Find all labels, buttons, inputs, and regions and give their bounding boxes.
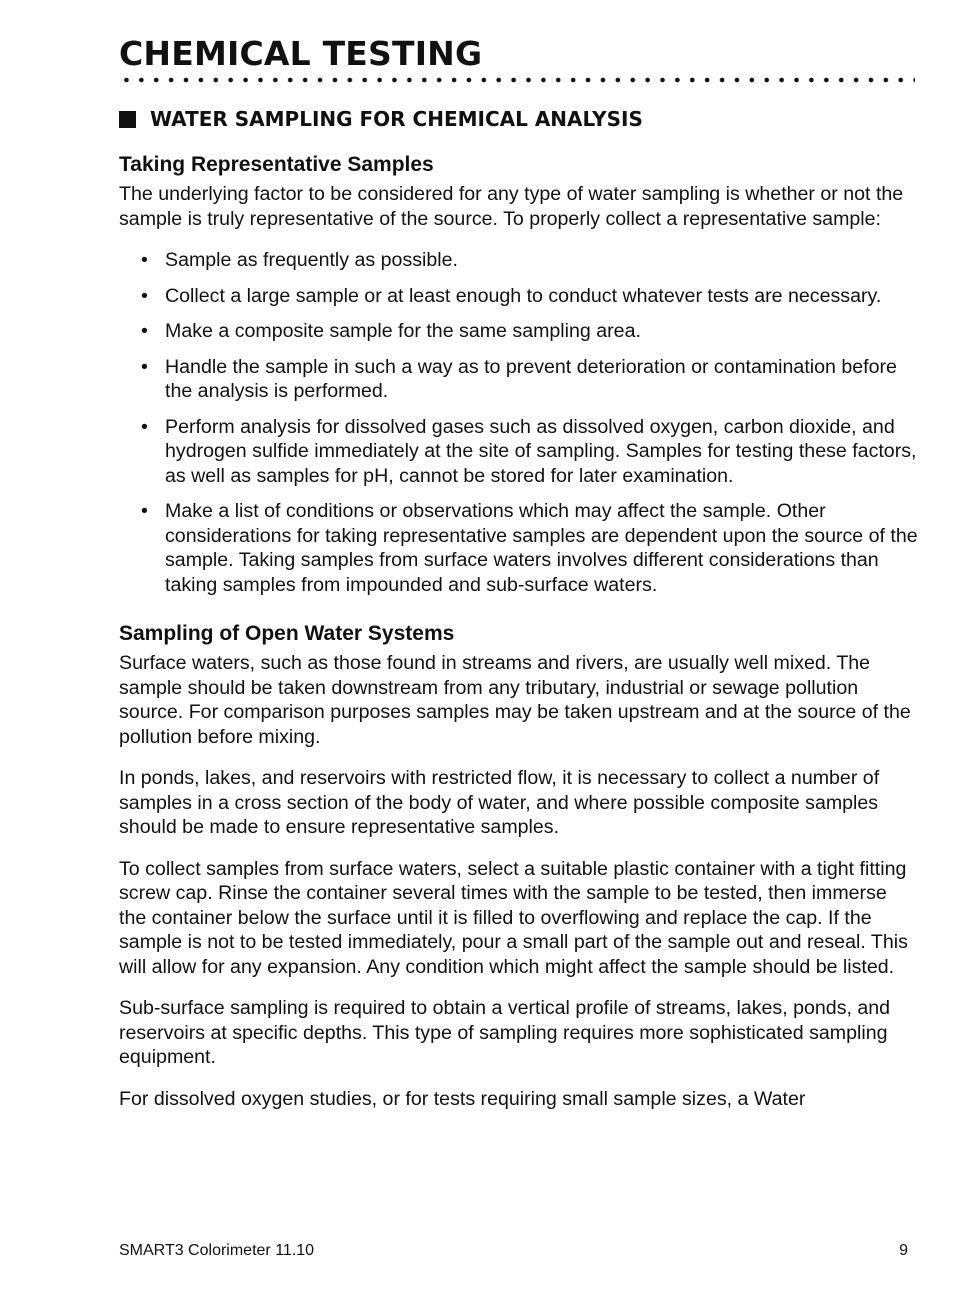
list-item [119, 248, 919, 273]
list-item [119, 284, 919, 309]
bullet-icon: • [141, 320, 148, 342]
section-header [119, 106, 919, 132]
list-item-text: Handle the sample in such a way as to prevent deterioration or contamination before the analysis is performed. [165, 355, 897, 402]
paragraph-dissolved-oxygen: For dissolved oxygen studies, or for tests requiring small sample sizes, a Water [119, 1087, 806, 1110]
intro-paragraph: The underlying factor to be considered for any type of water sampling is whether or not the sample is truly representative of the source. To properly collect a representative sample: [119, 183, 904, 230]
chapter-title: CHEMICAL TESTING [119, 34, 483, 73]
list-item-text: Make a list of conditions or observations which may affect the sample. Other considerations for taking representative samples are dependent upon the source of the sample. Taking samples from surface waters involves different considerations than taking samples from impounded and sub-surface waters. [165, 500, 918, 596]
page-content [119, 34, 919, 1111]
paragraph-collect-samples: To collect samples from surface waters, select a suitable plastic container with a tight fitting screw cap. Rinse the container several times with the sample to be tested, then immerse the container below the surface until it is filled to overflowing and replace the cap. If the sample is not to be tested immediately, pour a small part of the sample out and reseal. This will allow for any expansion. Any condition which might affect the sample should be listed. [119, 857, 908, 978]
subheading-taking-samples: Taking Representative Samples [119, 153, 434, 176]
list-item-text: Collect a large sample or at least enough to conduct whatever tests are necessary. [165, 284, 882, 307]
paragraph-ponds-lakes: In ponds, lakes, and reservoirs with restricted flow, it is necessary to collect a number of samples in a cross section of the body of water, and where possible composite samples should be made to ensure representative samples. [119, 767, 880, 838]
bullet-icon: • [141, 500, 148, 522]
list-item [119, 415, 919, 489]
bullet-icon: • [141, 355, 148, 378]
page-footer [119, 1242, 908, 1260]
bullet-icon: • [141, 284, 148, 307]
square-bullet-icon [119, 111, 136, 128]
list-item-text: Perform analysis for dissolved gases such as dissolved oxygen, carbon dioxide, and hydrogen sulfide immediately at the site of sampling. Samples for testing these factors, as well as samples for pH, cannot be stored for later examination. [165, 415, 917, 487]
subheading-open-water: Sampling of Open Water Systems [119, 622, 455, 645]
list-item [119, 355, 919, 404]
list-item-text: Sample as frequently as possible. [165, 249, 458, 271]
paragraph-sub-surface: Sub-surface sampling is required to obtain a vertical profile of streams, lakes, ponds, and reservoirs at specific depths. This type of sampling requires more sophisticated sampling equipment. [119, 997, 891, 1068]
paragraph-surface-waters: Surface waters, such as those found in streams and rivers, are usually well mixed. The sample should be taken downstream from any tributary, industrial or sewage pollution source. For comparison purposes samples may be taken upstream and at the source of the pollution before mixing. [119, 652, 911, 748]
dotted-divider [119, 76, 915, 84]
bullet-icon: • [141, 415, 148, 438]
page-number: 9 [899, 1242, 908, 1259]
list-item-text: Make a composite sample for the same sampling area. [165, 320, 641, 342]
list-item [119, 319, 919, 344]
list-item [119, 499, 919, 597]
bullet-icon: • [141, 249, 148, 271]
sampling-guidelines-list [119, 248, 919, 597]
section-title: WATER SAMPLING FOR CHEMICAL ANALYSIS [150, 107, 643, 131]
footer-doc-label: SMART3 Colorimeter 11.10 [119, 1242, 315, 1259]
